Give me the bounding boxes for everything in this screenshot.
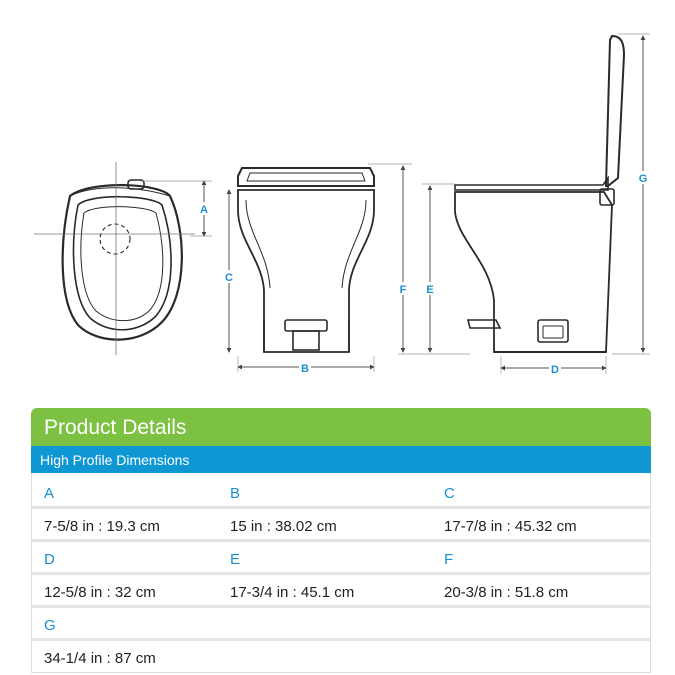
dim-value-cell: 7-5/8 in : 19.3 cm — [44, 518, 160, 535]
value-row-1 — [31, 510, 651, 542]
dim-label-c: C — [225, 272, 233, 284]
side-view-drawing — [455, 36, 624, 352]
dimensions-subtitle: High Profile Dimensions — [40, 452, 190, 468]
product-details-panel — [31, 408, 651, 672]
label-row-3 — [31, 609, 651, 641]
dim-label-cell: A — [44, 485, 55, 502]
top-view-drawing — [34, 162, 195, 355]
dimensions-subheader — [31, 446, 651, 473]
dim-label-e: E — [426, 284, 434, 296]
product-details-title: Product Details — [44, 416, 187, 439]
value-row-3 — [31, 642, 651, 674]
dim-label-g: G — [638, 173, 648, 185]
value-row-2 — [31, 576, 651, 608]
dim-label-cell: B — [230, 485, 241, 502]
dim-value-cell: 17-3/4 in : 45.1 cm — [230, 584, 355, 601]
dim-value-cell: 34-1/4 in : 87 cm — [44, 650, 156, 667]
dim-value-cell: 15 in : 38.02 cm — [230, 518, 337, 535]
dim-label-a: A — [200, 204, 208, 216]
dim-label-cell: E — [230, 551, 241, 568]
dim-label-b: B — [301, 363, 309, 375]
label-row-2 — [31, 543, 651, 575]
dim-label-cell: F — [444, 551, 454, 568]
dim-label-f: F — [399, 284, 407, 296]
dim-value-cell: 17-7/8 in : 45.32 cm — [444, 518, 577, 535]
front-view-drawing — [238, 168, 374, 352]
dim-value-cell: 12-5/8 in : 32 cm — [44, 584, 156, 601]
dim-label-d: D — [551, 364, 559, 376]
label-row-1 — [31, 477, 651, 509]
dim-label-cell: C — [444, 485, 455, 502]
dim-label-cell: G — [44, 617, 56, 634]
dim-label-cell: D — [44, 551, 55, 568]
product-details-header — [31, 408, 651, 446]
dim-value-cell: 20-3/8 in : 51.8 cm — [444, 584, 569, 601]
